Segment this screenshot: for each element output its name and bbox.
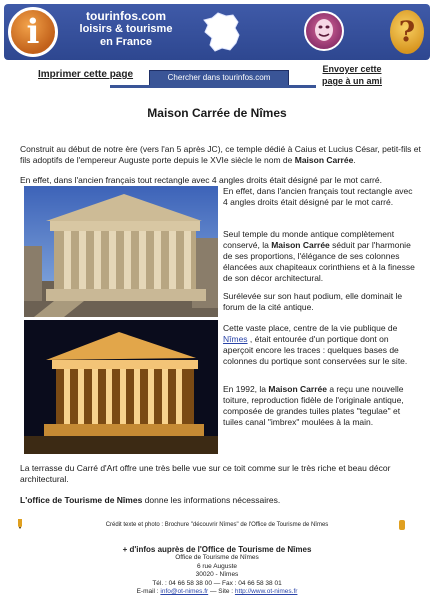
france-map-icon[interactable] — [200, 10, 244, 54]
right-2b: Maison Carrée — [271, 240, 330, 250]
site-tagline-2: en France — [100, 36, 152, 48]
theatre-mask-icon[interactable] — [304, 11, 344, 51]
website-link[interactable]: http://www.ot-nimes.fr — [234, 588, 298, 595]
contact-street: 6 rue Auguste — [196, 562, 238, 570]
right-text-3: Surélevée sur son haut podium, elle dominait le forum de la cité antique. — [223, 291, 403, 312]
header-banner — [4, 4, 430, 60]
right-text-2 — [223, 229, 419, 284]
intro-end: . — [353, 155, 356, 165]
help-icon[interactable]: ? — [390, 10, 424, 54]
print-page-link[interactable]: Imprimer cette page — [38, 69, 134, 80]
page-title: Maison Carrée de Nîmes — [147, 106, 287, 120]
right-text-4 — [223, 323, 419, 367]
site-name: tourinfos.com — [86, 9, 166, 23]
site-tagline: loisirs & tourisme — [79, 23, 173, 35]
right-2c: séduit par l'harmonie de ses proportions, l'élégance de ses colonnes élancées aux chapiteaux corinthiens et à la finesse de son décor architectural. — [223, 240, 415, 283]
search-button[interactable]: Chercher dans tourinfos.com — [149, 70, 289, 86]
right-5c: a reçu une nouvelle toiture, reproduction fidèle de l'originale antique, composée de grandes tuiles plates "tegulae" et tuiles canal "imbrex" moulées à la main. — [223, 384, 404, 427]
nav-divider — [110, 85, 316, 88]
intro-paragraph — [20, 144, 422, 166]
terrace-paragraph: La terrasse du Carré d'Art offre une très belle vue sur ce toit comme sur le très riche et beau décor architectural. — [20, 463, 391, 484]
right-2a: Seul temple du monde antique complètement conservé, la — [223, 229, 395, 250]
mask-face-icon — [306, 13, 342, 49]
contact-phone: Tél. : 04 66 58 38 00 — Fax : 04 66 58 38 01 — [152, 579, 282, 587]
right-5a: En 1992, la — [223, 384, 269, 394]
office-bold: L'office de Tourisme de Nîmes — [20, 495, 143, 505]
office-paragraph — [20, 495, 422, 505]
site-label: — Site : — [208, 588, 235, 595]
email-link[interactable]: info@ot-nimes.fr — [160, 588, 209, 595]
right-5b: Maison Carrée — [268, 384, 327, 394]
office-rest: donne les informations nécessaires. — [142, 495, 281, 505]
contact-name: Office de Tourisme de Nîmes — [175, 554, 259, 561]
send-to-friend-link[interactable] — [316, 63, 388, 87]
right-text-5 — [223, 384, 419, 428]
contact-block — [0, 545, 434, 597]
right-4a: Cette vaste place, centre de la vie publique de — [223, 323, 398, 333]
nimes-link[interactable]: Nîmes — [223, 334, 248, 344]
intro-text: Construit au début de notre ère (vers l'an 5 après JC), ce temple dédié à Caius et Lucius César, petit-fils et fils adoptifs de l'empereur Auguste porte depuis le XVIe siècle le nom de — [20, 144, 421, 165]
send-link-line2: page à un ami — [321, 76, 383, 86]
right-text-1: En effet, dans l'ancien français tout rectangle avec 4 angles droits était désigné par le mot carré. — [223, 186, 413, 207]
contact-city: 30020 - Nîmes — [195, 571, 239, 578]
send-link-line1: Envoyer cette — [322, 64, 382, 74]
bulb-icon — [399, 520, 405, 530]
contact-heading: + d'infos auprès de l'Office de Tourisme de Nîmes — [122, 545, 312, 554]
second-paragraph: En effet, dans l'ancien français tout rectangle avec 4 angles droits était désigné par le mot carré. — [20, 175, 382, 185]
intro-bold: Maison Carrée — [294, 155, 354, 165]
temple-night-photo — [24, 320, 218, 454]
contact-links — [0, 588, 434, 597]
right-4b: , était entourée d'un portique dont on aperçoit encore les traces : quelques bases de colonnes du portique sont conservées sur le site. — [223, 334, 408, 366]
site-logo-text[interactable] — [62, 10, 190, 49]
email-label: E-mail : — [136, 588, 161, 595]
photo-credit: Crédit texte et photo : Brochure "découvrir Nîmes" de l'Office de Tourisme de Nîmes — [105, 522, 329, 528]
temple-day-photo — [24, 186, 218, 317]
info-icon[interactable]: i — [8, 7, 58, 57]
